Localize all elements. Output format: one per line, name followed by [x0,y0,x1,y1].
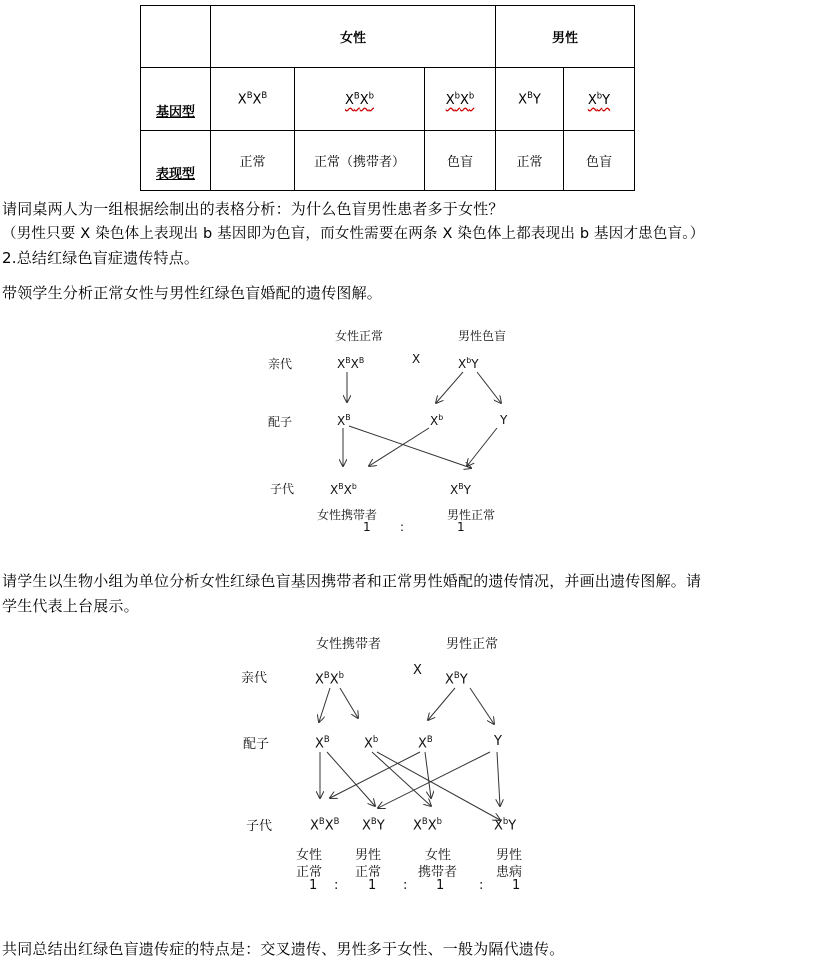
offspring-phenotype: 男性正常 [447,508,496,522]
phenotype-cell: 正常（携带者） [295,131,425,191]
male-parent-label: 男性正常 [446,637,499,652]
ratio-colon: : [334,878,339,893]
female-parent-genotype: $X^BX^b$ [315,670,344,688]
male-header: 男性 [496,6,635,68]
arrow [372,752,431,806]
ratio-value: 1 [309,878,318,893]
ratio-value: 1 [368,878,377,893]
gamete: $X^b$ [430,413,444,428]
gametes-row-label: 配子 [243,737,270,752]
phenotype-cell: 色盲 [564,131,635,191]
offspring-sex: 男性 [496,848,523,863]
arrow [340,688,358,718]
offspring-row-label: 子代 [246,819,273,834]
gamete: Y [494,734,502,749]
arrow [378,752,490,808]
offspring-sex: 女性 [425,848,452,863]
offspring-genotype: $X^BX^b$ [330,482,357,497]
summary-text: 共同总结出红绿色盲遗传症的特点是：交叉遗传、男性多于女性、一般为隔代遗传。 [2,940,565,958]
offspring-genotype: $X^BY$ [362,816,385,834]
genotype-cell: $X^BY$ [496,68,564,131]
phenotype-row-label: 表现型 [141,131,211,191]
offspring-phenotype: 女性携带者 [317,508,378,522]
genotype-cell: $X^BX^b$ [295,68,425,131]
arrow [349,426,471,468]
offspring-row-label: 子代 [270,482,295,496]
ratio-value: 1 [363,520,371,534]
arrow [428,688,455,720]
ratio-colon: : [400,520,405,534]
instruction-text: 学生代表上台展示。 [2,597,139,615]
male-parent-genotype: $X^bY$ [458,356,479,371]
female-header: 女性 [211,6,496,68]
ratio-value: 1 [436,878,445,893]
answer-text: （男性只要 X 染色体上表现出 b 基因即为色盲，而女性需要在两条 X 染色体上都表现出 b 基因才患色盲。） [2,226,705,242]
ratio-value: 1 [457,520,465,534]
gamete: $X^B$ [315,734,330,752]
ratio-colon: : [403,878,408,893]
genotype-row-label: 基因型 [141,68,211,131]
genotype-cell: $X^bX^b$ [425,68,496,131]
offspring-genotype: $X^BX^b$ [413,816,442,834]
arrow [369,428,429,466]
gamete: Y [500,413,508,427]
parents-row-label: 亲代 [268,357,293,371]
offspring-sex: 男性 [355,848,382,863]
parents-row-label: 亲代 [241,671,268,686]
cross-symbol: X [412,352,421,366]
female-parent-genotype: $X^BX^B$ [337,356,365,371]
arrow [470,688,494,724]
arrow [436,372,463,403]
arrow [497,752,500,806]
offspring-genotype: $X^bY$ [494,816,517,834]
offspring-genotype: $X^BX^B$ [310,816,340,834]
offspring-phenotype: 正常 [355,865,382,880]
instruction-text: 请学生以生物小组为单位分析女性红绿色盲基因携带者和正常男性婚配的遗传情况，并画出遗传图解。请 [2,572,702,590]
gamete: $X^B$ [418,734,433,752]
phenotype-cell: 色盲 [425,131,496,191]
offspring-phenotype: 携带者 [418,865,458,880]
offspring-phenotype: 患病 [496,865,523,880]
instruction-text: 带领学生分析正常女性与男性红绿色盲婚配的遗传图解。 [2,284,383,302]
arrow [467,428,497,466]
cross-symbol: X [413,663,422,678]
gametes-row-label: 配子 [268,415,293,429]
female-parent-label: 女性携带者 [316,637,382,652]
gamete: $X^B$ [337,413,351,428]
ratio-colon: : [479,878,484,893]
arrow [377,752,500,820]
arrow [477,372,501,403]
ratio-value: 1 [512,878,521,893]
male-parent-label: 男性色盲 [458,329,507,343]
offspring-phenotype: 正常 [296,865,323,880]
offspring-genotype: $X^BY$ [450,482,471,497]
arrow [330,752,420,798]
genotype-cell: $X^BX^B$ [211,68,295,131]
section-heading: 2.总结红绿色盲症遗传特点。 [2,249,200,267]
male-parent-genotype: $X^BY$ [445,670,468,688]
question-text: 请同桌两人为一组根据绘制出的表格分析：为什么色盲男性患者多于女性？ [2,200,504,218]
female-parent-label: 女性正常 [335,329,384,343]
arrow [319,688,330,722]
arrow [425,752,431,798]
phenotype-cell: 正常 [496,131,564,191]
offspring-sex: 女性 [296,848,323,863]
gamete: $X^b$ [364,734,379,752]
phenotype-cell: 正常 [211,131,295,191]
genotype-cell: $X^bY$ [564,68,635,131]
